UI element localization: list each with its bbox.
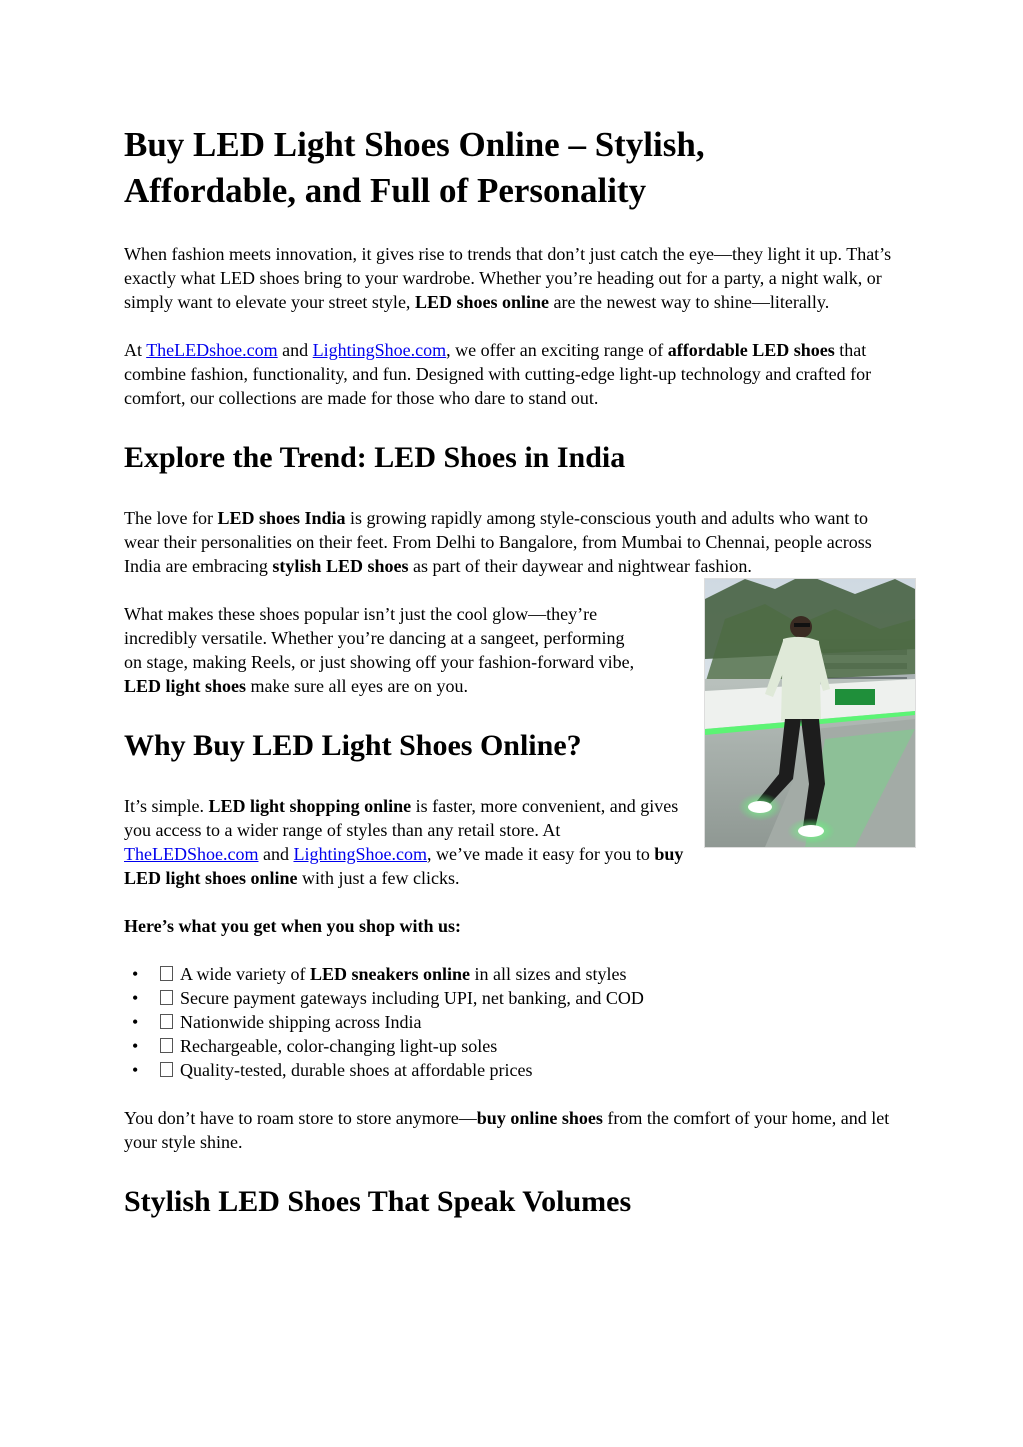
- versatile-paragraph: [124, 602, 644, 698]
- closing-bold: buy online shoes: [476, 1108, 603, 1128]
- list-item: [132, 986, 904, 1010]
- checkbox-glyph-icon: [160, 1038, 173, 1053]
- theledshoe-link-2[interactable]: TheLEDShoe.com: [124, 844, 259, 864]
- list-item: [132, 1010, 904, 1034]
- trend-bold-2: stylish LED shoes: [272, 556, 409, 576]
- checkbox-glyph-icon: [160, 1062, 173, 1077]
- list-item-text: Secure payment gateways including UPI, net banking, and COD: [180, 988, 644, 1008]
- why-text-end: with just a few clicks.: [297, 868, 460, 888]
- list-item-text: A wide variety of: [180, 964, 310, 984]
- versatile-text-end: make sure all eyes are on you.: [246, 676, 468, 696]
- list-item-text-end: in all sizes and styles: [470, 964, 627, 984]
- bullet: •: [132, 964, 139, 984]
- offer-text-and: and: [277, 340, 313, 360]
- offer-bold: affordable LED shoes: [667, 340, 835, 360]
- trend-text-end: as part of their daywear and nightwear fashion.: [408, 556, 752, 576]
- why-bold-2: buy LED light shoes online: [124, 844, 684, 888]
- benefits-list: [124, 962, 904, 1082]
- heading-explore-trend: Explore the Trend: LED Shoes in India: [124, 441, 626, 474]
- closing-text-end: from the comfort of your home, and let your style shine.: [124, 1108, 890, 1152]
- checkbox-glyph-icon: [160, 990, 173, 1005]
- intro-bold: LED shoes online: [414, 292, 549, 312]
- bullet: •: [132, 1036, 139, 1056]
- trend-paragraph: [124, 506, 904, 578]
- lightingshoe-link-2[interactable]: LightingShoe.com: [293, 844, 427, 864]
- photo-illustration: [705, 579, 915, 847]
- why-text-mid-2: , we’ve made it easy for you to: [426, 844, 655, 864]
- why-text-and: and: [258, 844, 294, 864]
- why-bold-1: LED light shopping online: [208, 796, 412, 816]
- bullet: •: [132, 988, 139, 1008]
- why-text: It’s simple.: [124, 796, 209, 816]
- list-item-text: Rechargeable, color-changing light-up soles: [180, 1036, 498, 1056]
- list-item-bold: LED sneakers online: [309, 964, 470, 984]
- checkbox-glyph-icon: [160, 1014, 173, 1029]
- intro-text: When fashion meets innovation, it gives rise to trends that don’t just catch the eye—they light it up. That’s exactly what LED shoes bring to your wardrobe. Whether you’re heading out for a party, a night walk, or simply want to elevate your street style,: [124, 244, 892, 312]
- document-body: [124, 122, 904, 1250]
- closing-text: You don’t have to roam store to store anymore—: [124, 1108, 477, 1128]
- list-item-text: Nationwide shipping across India: [180, 1012, 422, 1032]
- list-item: [132, 1058, 904, 1082]
- offer-text: At: [124, 340, 147, 360]
- offer-text-end: that combine fashion, functionality, and fun. Designed with cutting-edge light-up technology and crafted for comfort, our collections are made for those who dare to stand out.: [124, 340, 872, 408]
- list-item: [132, 1034, 904, 1058]
- list-item-text: Quality-tested, durable shoes at affordable prices: [180, 1060, 533, 1080]
- bullet: •: [132, 1060, 139, 1080]
- offer-paragraph: [124, 338, 904, 410]
- intro-text-end: are the newest way to shine—literally.: [548, 292, 830, 312]
- trend-bold-1: LED shoes India: [217, 508, 346, 528]
- intro-paragraph: [124, 242, 904, 314]
- trend-text: The love for: [124, 508, 218, 528]
- heading-why-buy: Why Buy LED Light Shoes Online?: [124, 729, 582, 762]
- checkbox-glyph-icon: [160, 966, 173, 981]
- versatile-bold: LED light shoes: [124, 676, 247, 696]
- lightingshoe-link[interactable]: LightingShoe.com: [312, 340, 447, 360]
- heading-stylish-shoes: Stylish LED Shoes That Speak Volumes: [124, 1185, 632, 1218]
- why-text-mid: is faster, more convenient, and gives you access to a wider range of styles than any retail store. At: [124, 796, 679, 840]
- list-item: [132, 962, 904, 986]
- offer-text-mid: , we offer an exciting range of: [446, 340, 668, 360]
- list-heading: [124, 914, 904, 938]
- theledshoe-link[interactable]: TheLEDshoe.com: [146, 340, 278, 360]
- bullet: •: [132, 1012, 139, 1032]
- closing-paragraph: [124, 1106, 904, 1154]
- list-heading-text: Here’s what you get when you shop with us:: [124, 916, 462, 936]
- trend-text-mid: is growing rapidly among style-conscious youth and adults who want to wear their personalities on their feet. From Delhi to Bangalore, from Mumbai to Chennai, people across India are embracing: [124, 508, 872, 576]
- led-shoes-photo: [704, 578, 916, 848]
- page-title: Buy LED Light Shoes Online – Stylish, Affordable, and Full of Personality: [124, 125, 705, 210]
- versatile-text: What makes these shoes popular isn’t just the cool glow—they’re incredibly versatile. Whether you’re dancing at a sangeet, performing on stage, making Reels, or just showing off your fashion-forward vibe,: [124, 604, 635, 672]
